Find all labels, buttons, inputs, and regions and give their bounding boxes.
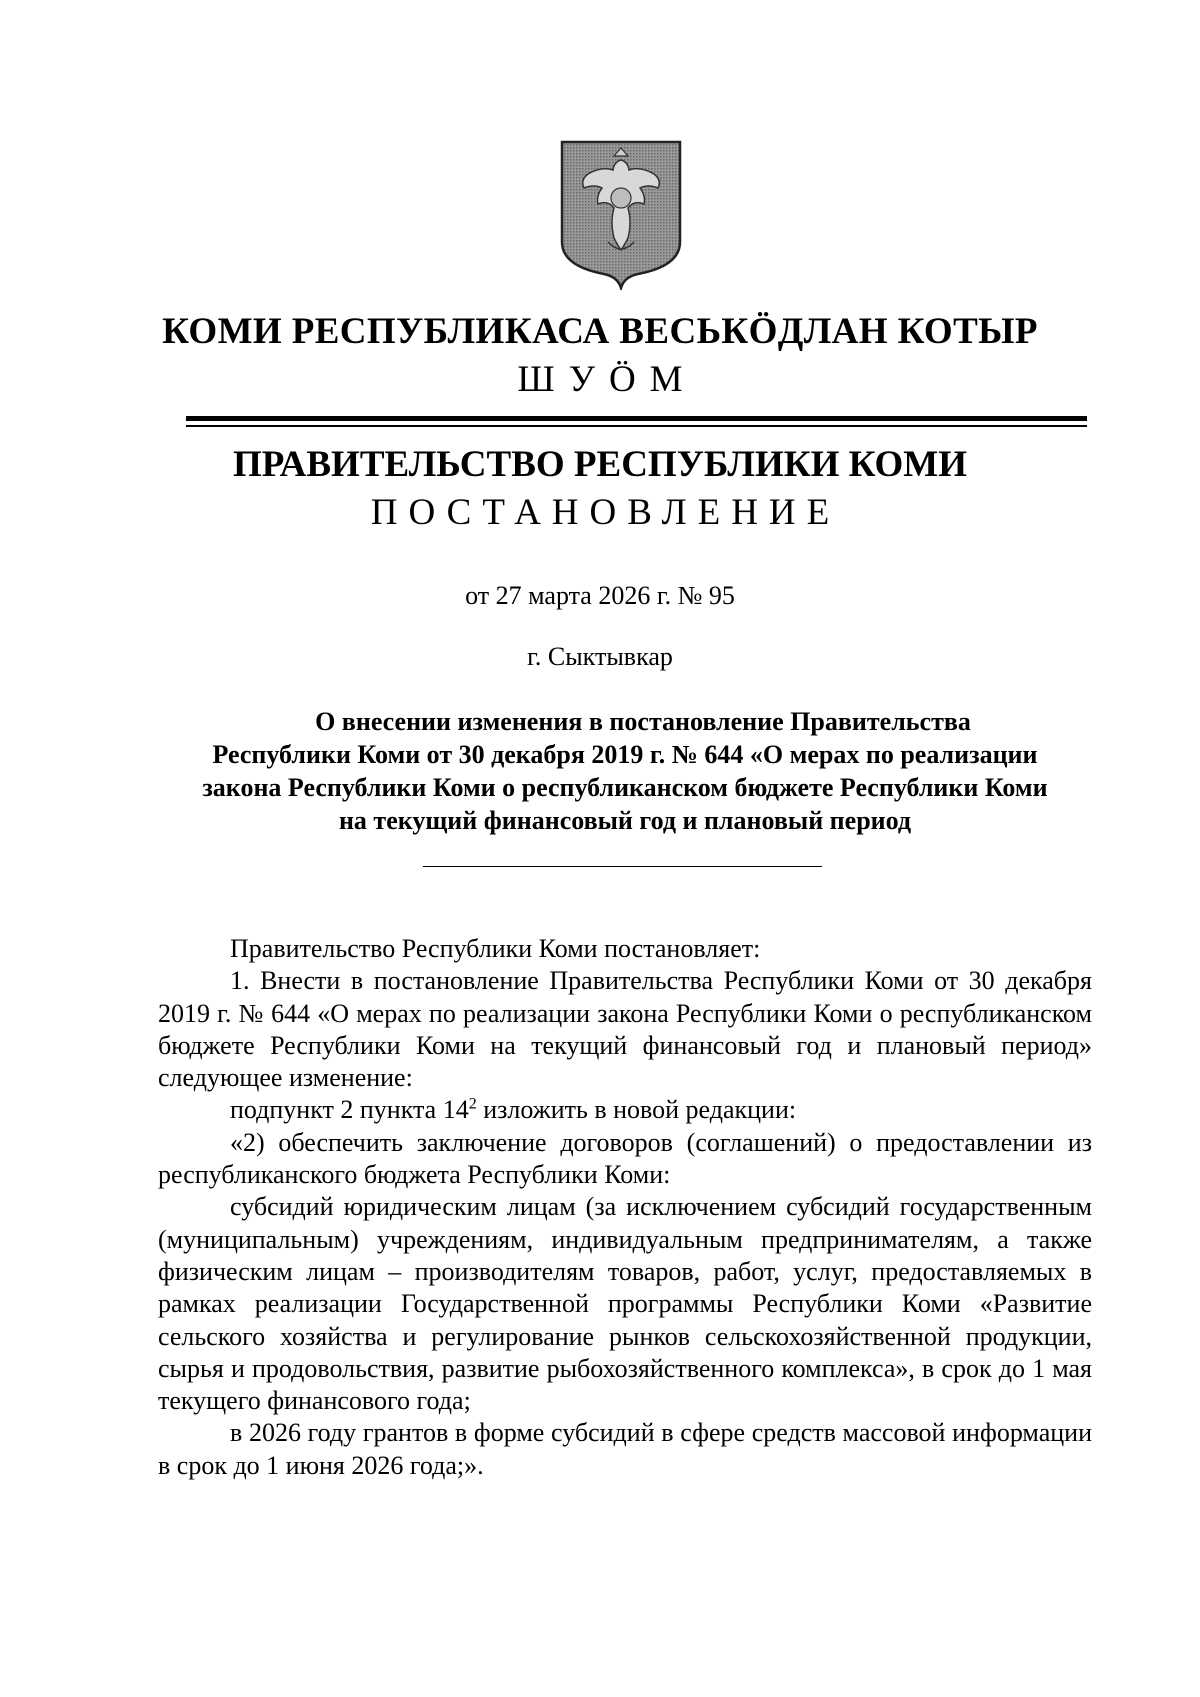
document-city: г. Сыктывкар — [527, 642, 673, 671]
komi-government-title: КОМИ РЕСПУБЛИКАСА ВЕСЬКӦДЛАН КОТЫР — [162, 311, 1038, 352]
body-paragraph: Правительство Республики Коми постановляет: — [230, 934, 761, 963]
document-title-line: О внесении изменения в постановление Правительства — [315, 707, 971, 736]
body-text: изложить в новой редакции: — [476, 1095, 797, 1125]
body-paragraph: 1. Внести в постановление Правительства Республики Коми от 30 декабря 2019 г. № 644 «О мерах по реализации закона Республики Коми о республиканском бюджете Республики Коми на текущий финансовый год и плановый период» следующее изменение: — [158, 966, 1092, 1093]
document-type: ПОСТАНОВЛЕНИЕ — [370, 492, 841, 533]
government-title: ПРАВИТЕЛЬСТВО РЕСПУБЛИКИ КОМИ — [233, 444, 967, 485]
body-paragraph — [158, 1094, 1092, 1126]
title-underline — [423, 866, 822, 867]
superscript-number: 2 — [468, 1095, 477, 1113]
document-title-line: на текущий финансовый год и плановый период — [338, 806, 912, 835]
document-title-line: Республики Коми от 30 декабря 2019 г. № 644 «О мерах по реализации — [212, 740, 1038, 769]
coat-of-arms-emblem — [558, 138, 684, 290]
coat-of-arms-icon — [558, 138, 684, 290]
header-divider-thick — [186, 416, 1087, 421]
body-paragraph: в 2026 году грантов в форме субсидий в сфере средств массовой информации в срок до 1 июня 2026 года;». — [158, 1418, 1092, 1480]
komi-document-type: ШУӦМ — [517, 359, 697, 400]
body-paragraph: «2) обеспечить заключение договоров (соглашений) о предоставлении из республиканского бюджета Республики Коми: — [158, 1127, 1092, 1190]
header-divider-thin — [186, 425, 1087, 427]
document-body — [158, 933, 1092, 1482]
document-title-line: закона Республики Коми о республиканском бюджете Республики Коми — [202, 773, 1048, 802]
body-text: подпункт 2 пункта 14 — [230, 1095, 469, 1125]
document-date-number: от 27 марта 2026 г. № 95 — [465, 581, 735, 610]
document-title — [160, 705, 1090, 837]
body-paragraph: субсидий юридическим лицам (за исключением субсидий государственным (муниципальным) учреждениям, индивидуальным предпринимателям, а также физическим лицам – производителям товаров, работ, услуг, предоставляемых в рамках реализации Государственной программы Республики Коми «Развитие сельского хозяйства и регулирование рынков сельскохозяйственной продукции, сырья и продовольствия, развитие рыбохозяйственного комплекса», в срок до 1 мая текущего финансового года; — [158, 1192, 1092, 1416]
